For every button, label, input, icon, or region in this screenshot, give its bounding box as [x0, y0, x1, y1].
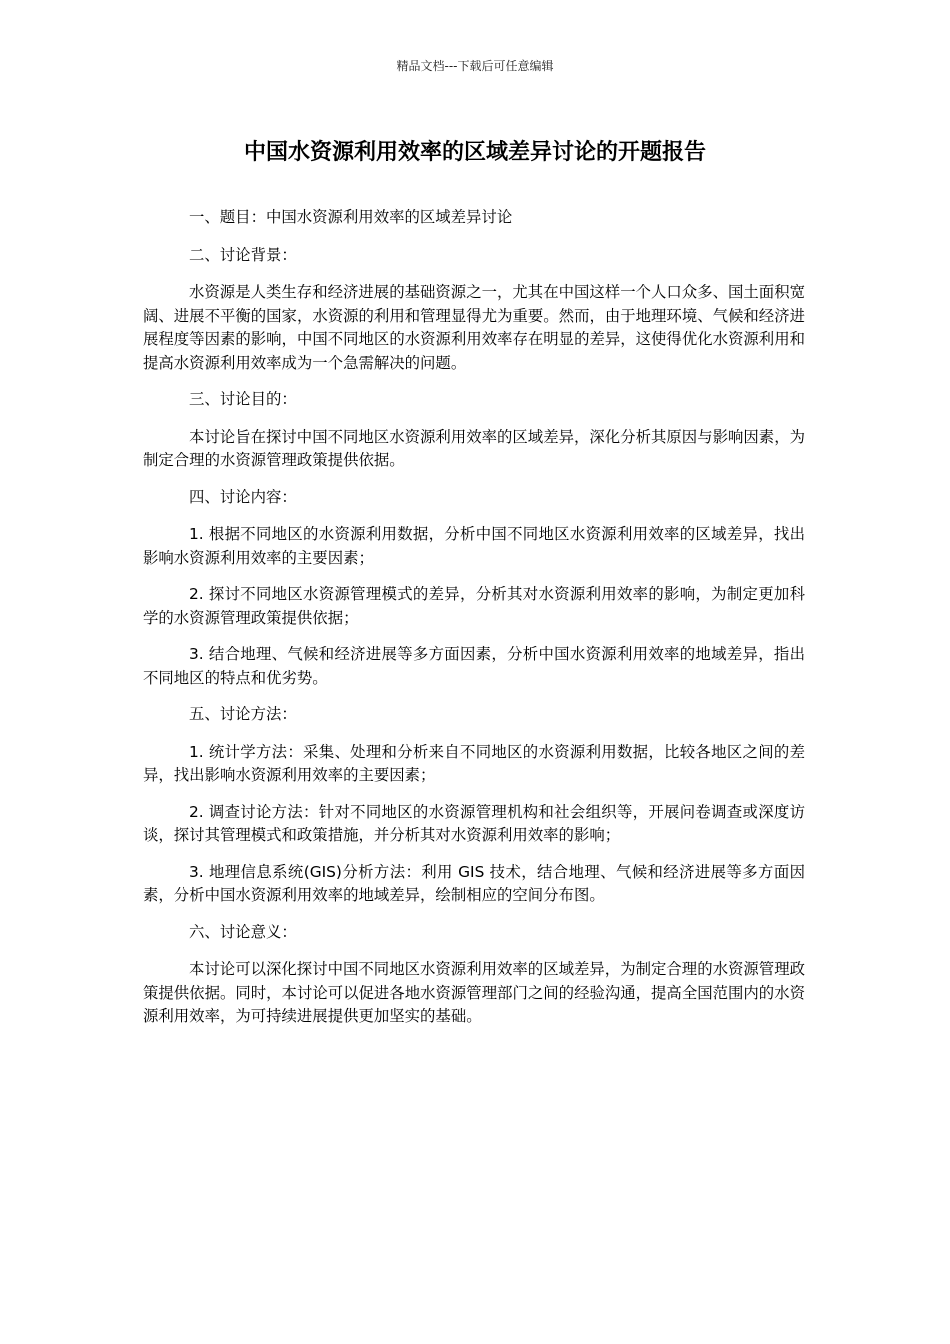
- paragraph-significance: 本讨论可以深化探讨中国不同地区水资源利用效率的区域差异，为制定合理的水资源管理政策提供依据。同时，本讨论可以促进各地水资源管理部门之间的经验沟通，提高全国范围内的水资源利用效率，为可持续进展提供更加坚实的基础。: [143, 960, 805, 1025]
- list-item-content-1: 1. 根据不同地区的水资源利用数据，分析中国不同地区水资源利用效率的区域差异，找出影响水资源利用效率的主要因素；: [143, 525, 805, 567]
- list-item-content-3: 3. 结合地理、气候和经济进展等多方面因素，分析中国水资源利用效率的地域差异，指出不同地区的特点和优劣势。: [143, 645, 805, 687]
- document-body: [143, 206, 805, 1042]
- section-heading-content: 四、讨论内容：: [189, 487, 297, 506]
- list-item-content-2: 2. 探讨不同地区水资源管理模式的差异，分析其对水资源利用效率的影响，为制定更加科学的水资源管理政策提供依据；: [143, 585, 805, 627]
- list-item-method-2: 2. 调查讨论方法：针对不同地区的水资源管理机构和社会组织等，开展问卷调查或深度访谈，探讨其管理模式和政策措施，并分析其对水资源利用效率的影响；: [143, 802, 805, 844]
- section-heading-methods: 五、讨论方法：: [189, 705, 297, 723]
- paragraph-purpose: 本讨论旨在探讨中国不同地区水资源利用效率的区域差异，深化分析其原因与影响因素，为制定合理的水资源管理政策提供依据。: [143, 427, 805, 469]
- section-heading-background: 二、讨论背景：: [189, 245, 297, 264]
- list-item-method-1: 1. 统计学方法：采集、处理和分析来自不同地区的水资源利用数据，比较各地区之间的差异，找出影响水资源利用效率的主要因素；: [143, 742, 805, 784]
- page-header: 精品文档---下载后可任意编辑: [396, 59, 554, 73]
- paragraph-background: 水资源是人类生存和经济进展的基础资源之一，尤其在中国这样一个人口众多、国土面积宽阔、进展不平衡的国家，水资源的利用和管理显得尤为重要。然而，由于地理环境、气候和经济进展程度等因素的影响，中国不同地区的水资源利用效率存在明显的差异，这使得优化水资源利用和提高水资源利用效率成为一个急需解决的问题。: [143, 283, 805, 372]
- list-item-method-3: 3. 地理信息系统(GIS)分析方法：利用 GIS 技术，结合地理、气候和经济进展等多方面因素，分析中国水资源利用效率的地域差异，绘制相应的空间分布图。: [143, 862, 805, 904]
- section-heading-significance: 六、讨论意义：: [189, 922, 297, 941]
- section-heading-topic: 一、题目：中国水资源利用效率的区域差异讨论: [189, 208, 513, 226]
- section-heading-purpose: 三、讨论目的：: [189, 390, 297, 408]
- document-title: 中国水资源利用效率的区域差异讨论的开题报告: [243, 140, 706, 165]
